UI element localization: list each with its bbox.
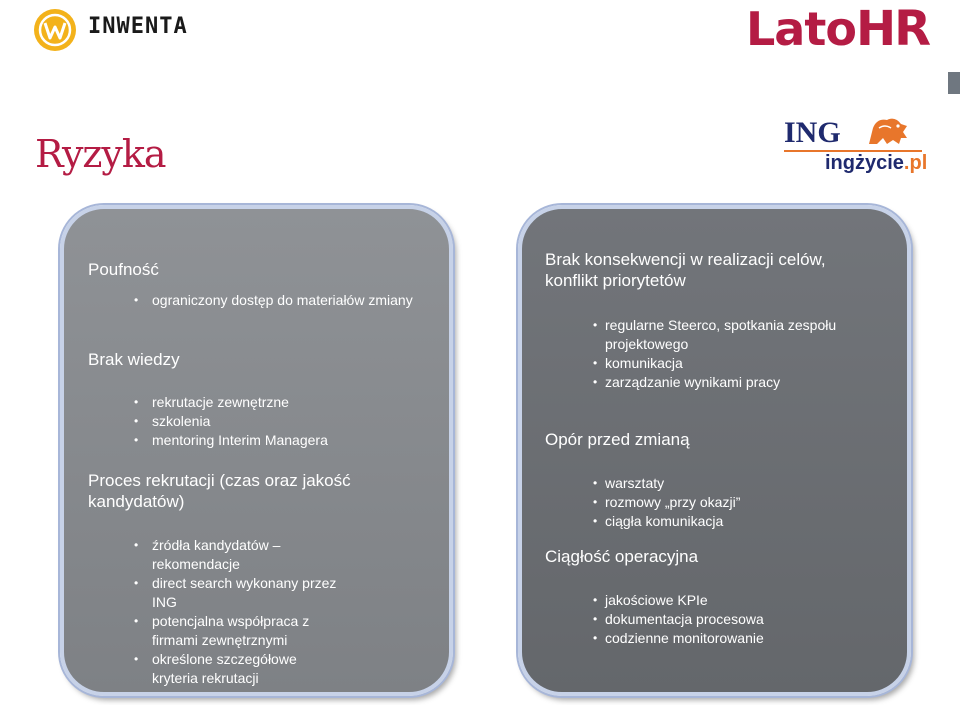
- right-panel: [518, 205, 911, 696]
- list-item: • regularne Steerco, spotkania zespołu projektowego: [593, 316, 853, 354]
- ing-word: ING: [784, 116, 841, 149]
- bullet-list: [593, 316, 853, 392]
- page-title: Ryzyka: [35, 132, 166, 176]
- list-item: • potencjalna współpraca z firmami zewnętrznymi: [134, 612, 344, 650]
- ing-lion-icon: [865, 114, 911, 148]
- list-item: • komunikacja: [593, 354, 853, 373]
- list-item: • rozmowy „przy okazji”: [593, 493, 853, 512]
- corner-bar: [948, 72, 960, 94]
- list-item: • codzienne monitorowanie: [593, 629, 853, 648]
- list-item: • źródła kandydatów – rekomendacje: [134, 536, 344, 574]
- latohr-accent: HR: [855, 1, 930, 57]
- list-item: • rekrutacje zewnętrzne: [134, 393, 424, 412]
- list-item: • ciągła komunikacja: [593, 512, 853, 531]
- latohr-logo: [746, 1, 929, 57]
- list-item: • szkolenia: [134, 412, 424, 431]
- list-item: • direct search wykonany przez ING: [134, 574, 344, 612]
- inwenta-brand: INWENTA: [88, 14, 188, 39]
- bullet-list: [134, 291, 424, 310]
- ing-logo: [780, 112, 932, 182]
- section-heading: Brak konsekwencji w realizacji celów, konflikt priorytetów: [545, 250, 826, 290]
- list-item: • dokumentacja procesowa: [593, 610, 853, 629]
- section-heading: Proces rekrutacji (czas oraz jakość kandydatów): [88, 471, 351, 511]
- bullet-list: [134, 536, 344, 688]
- bullet-list: [134, 393, 424, 450]
- list-item: • mentoring Interim Managera: [134, 431, 424, 450]
- list-item: • zarządzanie wynikami pracy: [593, 373, 853, 392]
- section-heading: Opór przed zmianą: [545, 430, 690, 449]
- ing-site-main: ingżycie: [825, 152, 904, 174]
- latohr-main: Lato: [746, 2, 856, 56]
- list-item: • ograniczony dostęp do materiałów zmiany: [134, 291, 424, 310]
- list-item: • warsztaty: [593, 474, 853, 493]
- bullet-list: [593, 591, 853, 648]
- left-panel: [60, 205, 453, 696]
- ing-site-label: [825, 152, 927, 175]
- inwenta-logo-icon: [33, 8, 77, 52]
- bullet-list: [593, 474, 853, 531]
- ing-site-tld: .pl: [903, 152, 928, 174]
- list-item: • jakościowe KPIe: [593, 591, 853, 610]
- section-heading: Brak wiedzy: [88, 350, 180, 369]
- section-heading: Poufność: [88, 260, 159, 279]
- section-heading: Ciągłość operacyjna: [545, 547, 699, 566]
- list-item: • określone szczegółowe kryteria rekrutacji: [134, 650, 344, 688]
